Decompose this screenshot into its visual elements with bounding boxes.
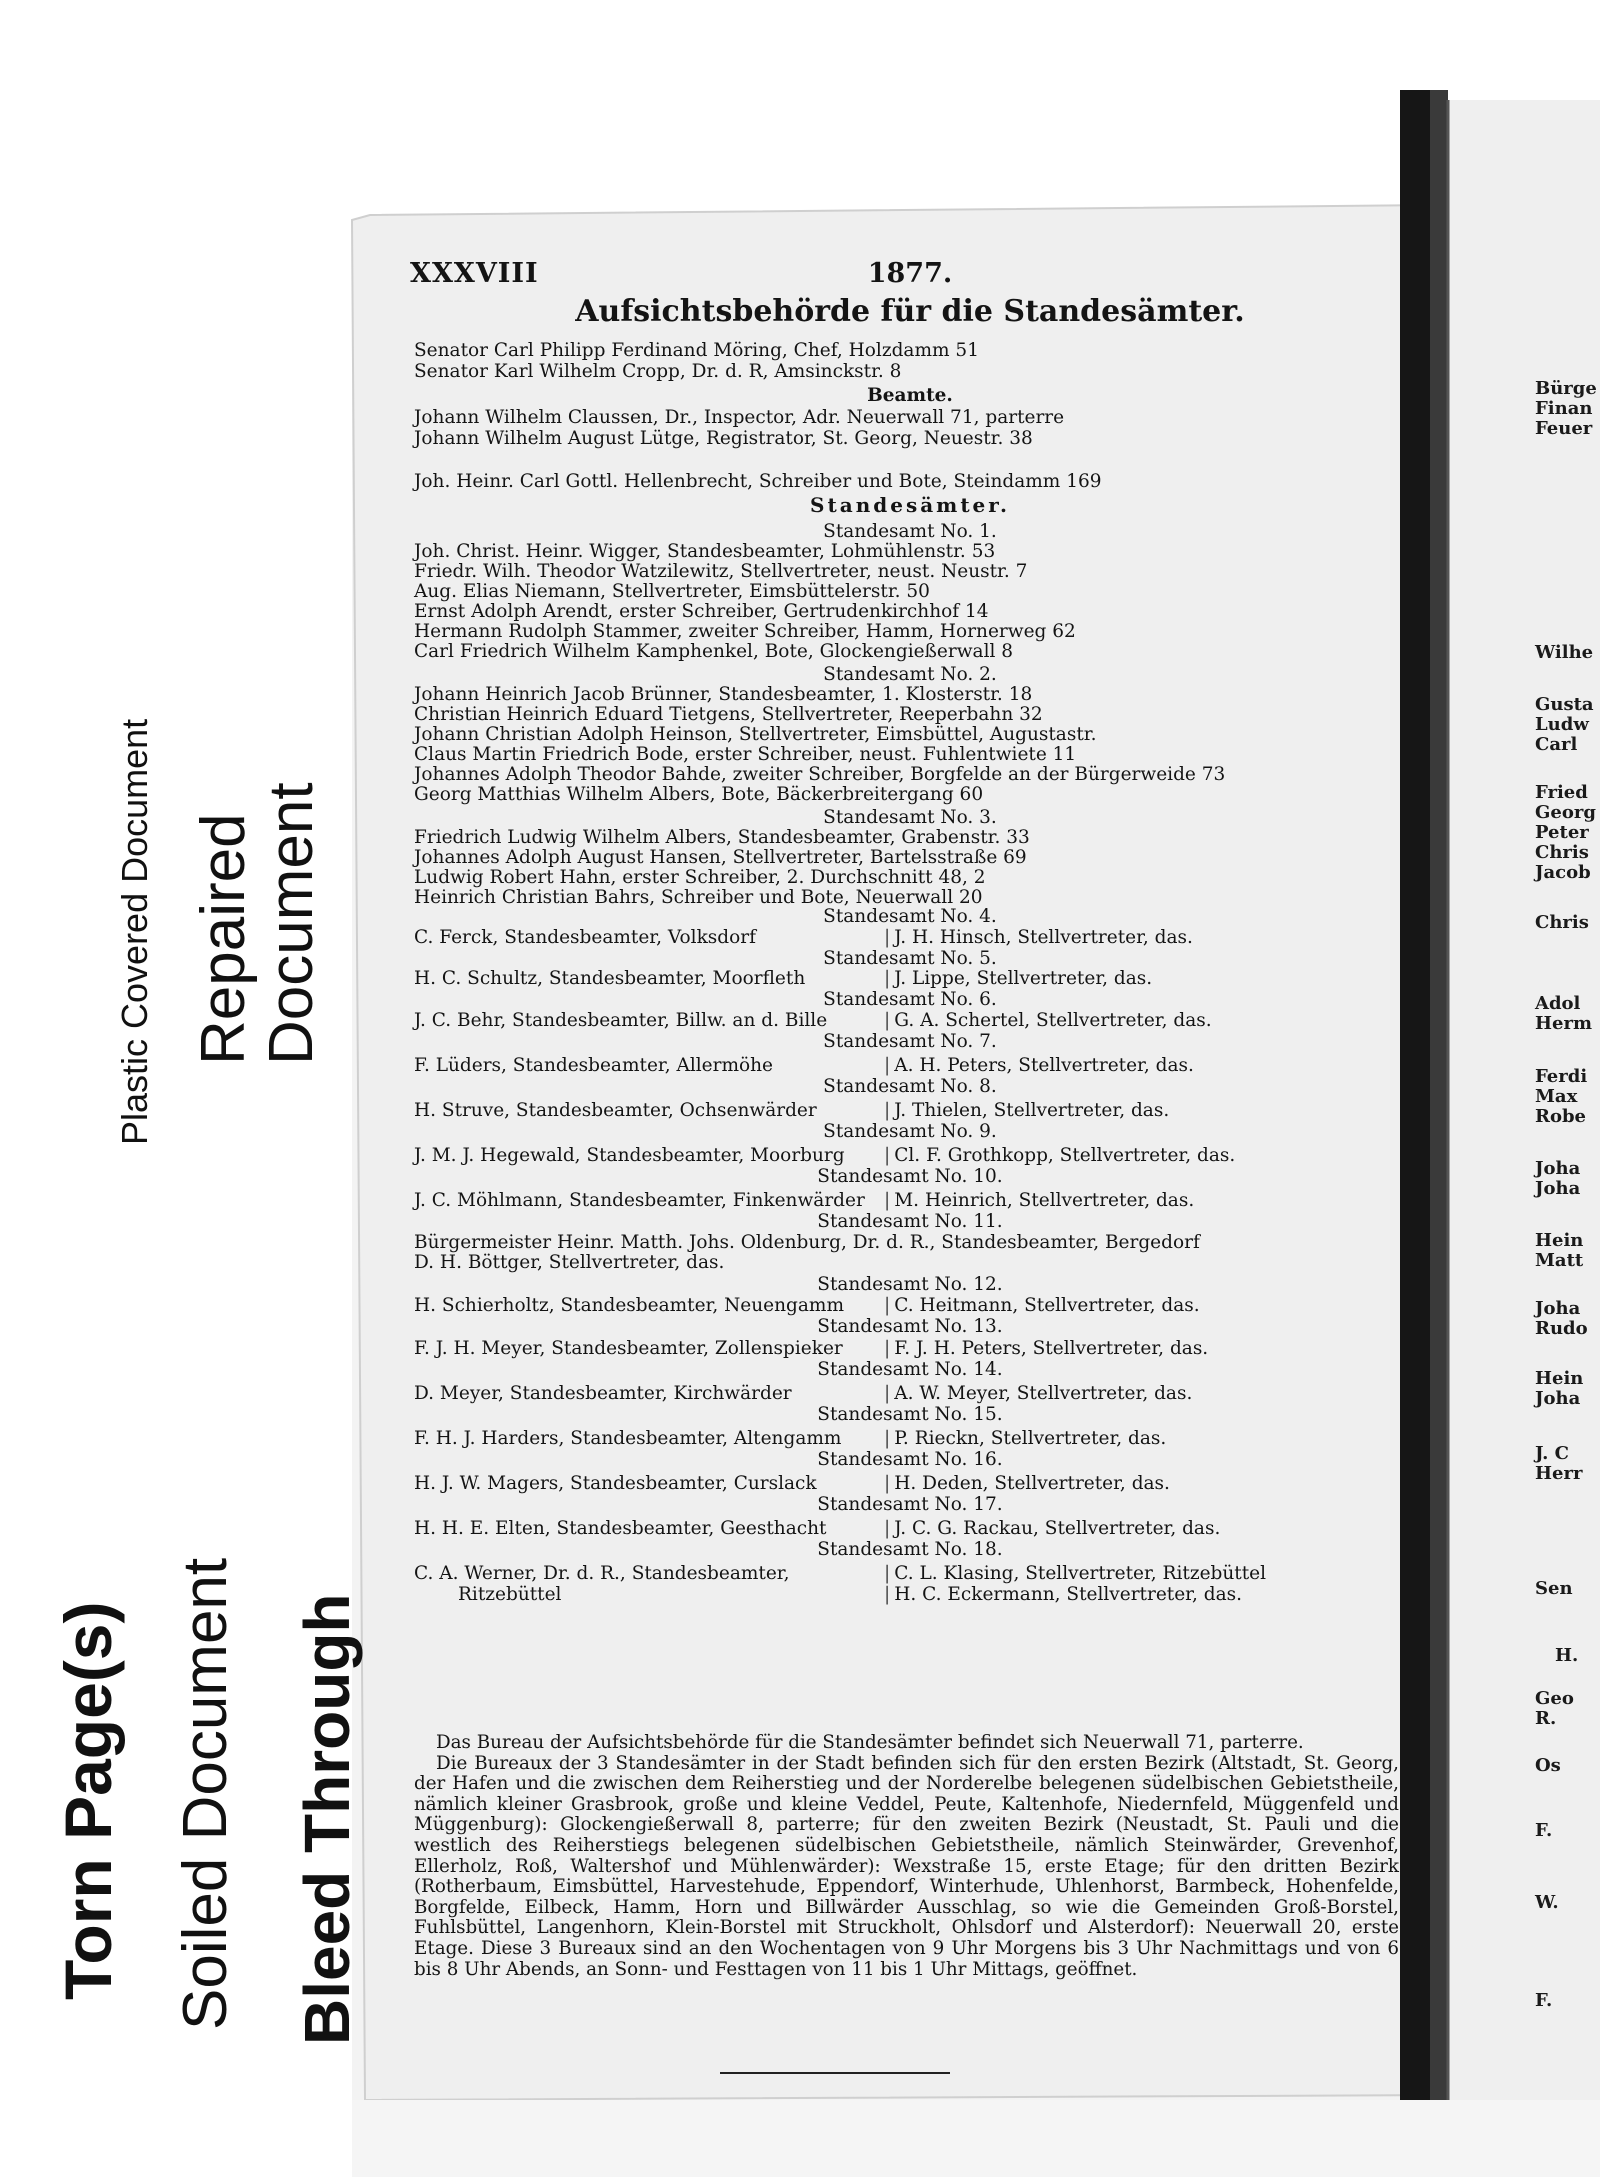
edge-fragment: Os bbox=[1535, 1755, 1561, 1776]
entry-line: Claus Martin Friedrich Bode, erster Schreiber, neust. Fuhlentwiete 11 bbox=[414, 744, 1077, 765]
note-paragraph: Die Bureaux der 3 Standesämter in der Stadt befinden sich für den ersten Bezirk (Altstadt, St. Georg, der Hafen und die zwischen dem Reiherstieg und der Norderelbe belegenen südelbischen Gebietstheile, nämlich kleiner Grasbrook, große und kleine Veddel, Peute, Kaltenhofe, Niedernfeld, Müggenfeld und Müggenburg): Glockengießerwall 8, parterre; für den zweiten Bezirk (Neustadt, St. Pauli und die westlich des Reiherstiegs belegenen südelbischen Gebietstheile, nämlich Steinwärder, Grevenhof, Ellerholz, Roß, Waltershof und Mühlenwärder): Wexstraße 15, erste Etage; für den dritten Bezirk (Rotherbaum, Eimsbüttel, Harvestehude, Eppendorf, Winterhude, Uhlenhorst, Barmbeck, Hohenfelde, Borgfelde, Eilbeck, Hamm, Horn und Billwärder Ausschlag, so wie die Gemeinden Groß-Borstel, Fuhlsbüttel, Langenhorn, Klein-Borstel mit Struckholt, Ohlsdorf und Alsterdorf): Neuerwall 20, erste Etage. Diese 3 Bureaux sind an den Wochentagen von 9 Uhr Morgens bis 3 Uhr Nachmittags und von 6 bis 8 Uhr Abends, an Sonn- und Festtagen von 11 bis 1 Uhr Mittags, geöffnet. bbox=[414, 1752, 1399, 1980]
amt-heading: Standesamt No. 9. bbox=[823, 1121, 997, 1142]
beamte-line: Johann Wilhelm August Lütge, Registrator, St. Georg, Neuestr. 38 bbox=[414, 428, 1033, 449]
entry-line: Johannes Adolph Theodor Bahde, zweiter Schreiber, Borgfelde an der Bürgerweide 73 bbox=[414, 764, 1226, 785]
stamp-soiled: Soiled Document bbox=[171, 1557, 240, 2030]
edge-fragment: Robe bbox=[1535, 1106, 1587, 1127]
edge-fragment: Jacob bbox=[1535, 862, 1591, 883]
edge-fragment: Max bbox=[1535, 1086, 1578, 1107]
edge-fragment: Hein bbox=[1535, 1230, 1584, 1251]
edge-fragment: Herm bbox=[1535, 1013, 1592, 1034]
amt-heading: Standesamt No. 10. bbox=[817, 1166, 1003, 1187]
closing-rule bbox=[720, 2072, 950, 2074]
entry-line: Bürgermeister Heinr. Matth. Johs. Oldenburg, Dr. d. R., Standesbeamter, Bergedorf bbox=[414, 1232, 1200, 1253]
year: 1877. bbox=[867, 258, 953, 289]
entry-line: Johann Heinrich Jacob Brünner, Standesbeamter, 1. Klosterstr. 18 bbox=[414, 684, 1033, 705]
entry-pair: J. M. J. Hegewald, Standesbeamter, Moorburg | Cl. F. Grothkopp, Stellvertreter, das. bbox=[414, 1145, 1414, 1166]
note-paragraph: Das Bureau der Aufsichtsbehörde für die Standesämter befindet sich Neuerwall 71, parterre. bbox=[436, 1732, 1304, 1753]
edge-fragment: Chris bbox=[1535, 842, 1589, 863]
entry-pair: F. J. H. Meyer, Standesbeamter, Zollenspieker | F. J. H. Peters, Stellvertreter, das. bbox=[414, 1338, 1414, 1359]
stamp-torn: Torn Page(s) bbox=[51, 1601, 125, 2000]
amt-heading: Standesamt No. 14. bbox=[817, 1359, 1003, 1380]
edge-fragment: Joha bbox=[1535, 1178, 1581, 1199]
entry-pair: Ritzebüttel | H. C. Eckermann, Stellvertreter, das. bbox=[414, 1584, 1414, 1605]
amt-heading: Standesamt No. 3. bbox=[823, 807, 997, 828]
senator-line: Senator Karl Wilhelm Cropp, Dr. d. R, Amsinckstr. 8 bbox=[414, 361, 902, 382]
entry-pair: H. J. W. Magers, Standesbeamter, Curslack | H. Deden, Stellvertreter, das. bbox=[414, 1473, 1414, 1494]
standesaemter-heading: Standesämter. bbox=[810, 493, 1010, 517]
beamte-heading: Beamte. bbox=[867, 385, 953, 406]
entry-pair: J. C. Möhlmann, Standesbeamter, Finkenwärder | M. Heinrich, Stellvertreter, das. bbox=[414, 1190, 1414, 1211]
amt-heading: Standesamt No. 13. bbox=[817, 1316, 1003, 1337]
entry-line: Johannes Adolph August Hansen, Stellvertreter, Bartelsstraße 69 bbox=[414, 847, 1027, 868]
edge-fragment: Georg bbox=[1535, 802, 1596, 823]
edge-fragment: Joha bbox=[1535, 1158, 1581, 1179]
entry-pair: F. H. J. Harders, Standesbeamter, Altengamm | P. Rieckn, Stellvertreter, das. bbox=[414, 1428, 1414, 1449]
entry-pair: J. C. Behr, Standesbeamter, Billw. an d. Bille | G. A. Schertel, Stellvertreter, das. bbox=[414, 1010, 1414, 1031]
amt-heading: Standesamt No. 7. bbox=[823, 1031, 997, 1052]
beamte-line: Johann Wilhelm Claussen, Dr., Inspector, Adr. Neuerwall 71, parterre bbox=[414, 407, 1065, 428]
amt-heading: Standesamt No. 12. bbox=[817, 1274, 1003, 1295]
edge-fragment: Joha bbox=[1535, 1298, 1581, 1319]
entry-line: Ernst Adolph Arendt, erster Schreiber, Gertrudenkirchhof 14 bbox=[414, 601, 989, 622]
entry-line: Heinrich Christian Bahrs, Schreiber und Bote, Neuerwall 20 bbox=[414, 887, 983, 908]
entry-line: Georg Matthias Wilhelm Albers, Bote, Bäckerbreitergang 60 bbox=[414, 784, 984, 805]
edge-fragment: Joha bbox=[1535, 1388, 1581, 1409]
amt-heading: Standesamt No. 11. bbox=[817, 1211, 1003, 1232]
edge-fragment: Chris bbox=[1535, 912, 1589, 933]
edge-fragment: J. C bbox=[1535, 1443, 1569, 1464]
entry-line: Carl Friedrich Wilhelm Kamphenkel, Bote, Glockengießerwall 8 bbox=[414, 641, 1014, 662]
entry-line: D. H. Böttger, Stellvertreter, das. bbox=[414, 1252, 725, 1273]
edge-fragment: Bürge bbox=[1535, 378, 1597, 399]
entry-line: Christian Heinrich Eduard Tietgens, Stellvertreter, Reeperbahn 32 bbox=[414, 704, 1043, 725]
schreiber-line: Joh. Heinr. Carl Gottl. Hellenbrecht, Schreiber und Bote, Steindamm 169 bbox=[414, 471, 1102, 492]
edge-fragment: Herr bbox=[1535, 1463, 1583, 1484]
amt-heading: Standesamt No. 2. bbox=[823, 664, 997, 685]
entry-line: Joh. Christ. Heinr. Wigger, Standesbeamter, Lohmühlenstr. 53 bbox=[414, 541, 996, 562]
amt-heading: Standesamt No. 17. bbox=[817, 1494, 1003, 1515]
page-number: XXXVIII bbox=[410, 258, 539, 289]
amt-heading: Standesamt No. 6. bbox=[823, 989, 997, 1010]
edge-fragment: Finan bbox=[1535, 398, 1593, 419]
entry-pair: C. Ferck, Standesbeamter, Volksdorf | J. H. Hinsch, Stellvertreter, das. bbox=[414, 927, 1414, 948]
page-title: Aufsichtsbehörde für die Standesämter. bbox=[575, 294, 1245, 329]
amt-heading: Standesamt No. 1. bbox=[823, 521, 997, 542]
edge-fragment: Ferdi bbox=[1535, 1066, 1588, 1087]
amt-heading: Standesamt No. 5. bbox=[823, 948, 997, 969]
office-hours-note bbox=[414, 1733, 1399, 1980]
entry-line: Hermann Rudolph Stammer, zweiter Schreiber, Hamm, Hornerweg 62 bbox=[414, 621, 1076, 642]
entry-pair: H. H. E. Elten, Standesbeamter, Geesthacht | J. C. G. Rackau, Stellvertreter, das. bbox=[414, 1518, 1414, 1539]
amt-heading: Standesamt No. 16. bbox=[817, 1449, 1003, 1470]
senator-line: Senator Carl Philipp Ferdinand Möring, Chef, Holzdamm 51 bbox=[414, 340, 979, 361]
book-page bbox=[370, 230, 1450, 2085]
edge-fragment: H. bbox=[1555, 1645, 1579, 1666]
edge-fragment: F. bbox=[1535, 1820, 1553, 1841]
entry-line: Aug. Elias Niemann, Stellvertreter, Eimsbüttelerstr. 50 bbox=[414, 581, 930, 602]
edge-fragment: Fried bbox=[1535, 782, 1588, 803]
entry-pair: H. Struve, Standesbeamter, Ochsenwärder | J. Thielen, Stellvertreter, das. bbox=[414, 1100, 1414, 1121]
edge-fragment: Adol bbox=[1535, 993, 1581, 1014]
edge-fragment: Ludw bbox=[1535, 714, 1589, 735]
entry-pair: F. Lüders, Standesbeamter, Allermöhe | A. H. Peters, Stellvertreter, das. bbox=[414, 1055, 1414, 1076]
stamp-plastic-covered: Plastic Covered Document bbox=[114, 718, 155, 1145]
entry-pair: H. Schierholtz, Standesbeamter, Neuengamm | C. Heitmann, Stellvertreter, das. bbox=[414, 1295, 1414, 1316]
edge-fragment: R. bbox=[1535, 1708, 1557, 1729]
entry-pair: D. Meyer, Standesbeamter, Kirchwärder | A. W. Meyer, Stellvertreter, das. bbox=[414, 1383, 1414, 1404]
edge-fragment: Wilhe bbox=[1535, 642, 1594, 663]
edge-fragment: Geo bbox=[1535, 1688, 1574, 1709]
edge-fragment: Rudo bbox=[1535, 1318, 1588, 1339]
edge-fragment: Carl bbox=[1535, 734, 1578, 755]
edge-fragment: Hein bbox=[1535, 1368, 1584, 1389]
page-header bbox=[410, 258, 1410, 298]
amt-heading: Standesamt No. 8. bbox=[823, 1076, 997, 1097]
entry-pair: H. C. Schultz, Standesbeamter, Moorfleth | J. Lippe, Stellvertreter, das. bbox=[414, 968, 1414, 989]
amt-heading: Standesamt No. 15. bbox=[817, 1404, 1003, 1425]
entry-line: Johann Christian Adolph Heinson, Stellvertreter, Eimsbüttel, Augustastr. bbox=[414, 724, 1097, 745]
edge-fragment: W. bbox=[1535, 1892, 1559, 1913]
edge-fragment: Matt bbox=[1535, 1250, 1584, 1271]
edge-fragment: Peter bbox=[1535, 822, 1589, 843]
amt-heading: Standesamt No. 4. bbox=[823, 906, 997, 927]
stamp-bleed-through: Bleed Through bbox=[291, 1593, 363, 2045]
entry-line: Friedrich Ludwig Wilhelm Albers, Standesbeamter, Grabenstr. 33 bbox=[414, 827, 1030, 848]
amt-heading: Standesamt No. 18. bbox=[817, 1539, 1003, 1560]
entry-line: Friedr. Wilh. Theodor Watzilewitz, Stellvertreter, neust. Neustr. 7 bbox=[414, 561, 1028, 582]
stamp-repaired: Repaired Document bbox=[189, 782, 326, 1065]
edge-fragment: F. bbox=[1535, 1990, 1553, 2011]
edge-fragment: Feuer bbox=[1535, 418, 1593, 439]
edge-fragment: Sen bbox=[1535, 1578, 1573, 1599]
edge-fragment: Gusta bbox=[1535, 694, 1594, 715]
entry-line: Ludwig Robert Hahn, erster Schreiber, 2. Durchschnitt 48, 2 bbox=[414, 867, 986, 888]
entry-pair: C. A. Werner, Dr. d. R., Standesbeamter, | C. L. Klasing, Stellvertreter, Ritzebüttel bbox=[414, 1563, 1414, 1584]
